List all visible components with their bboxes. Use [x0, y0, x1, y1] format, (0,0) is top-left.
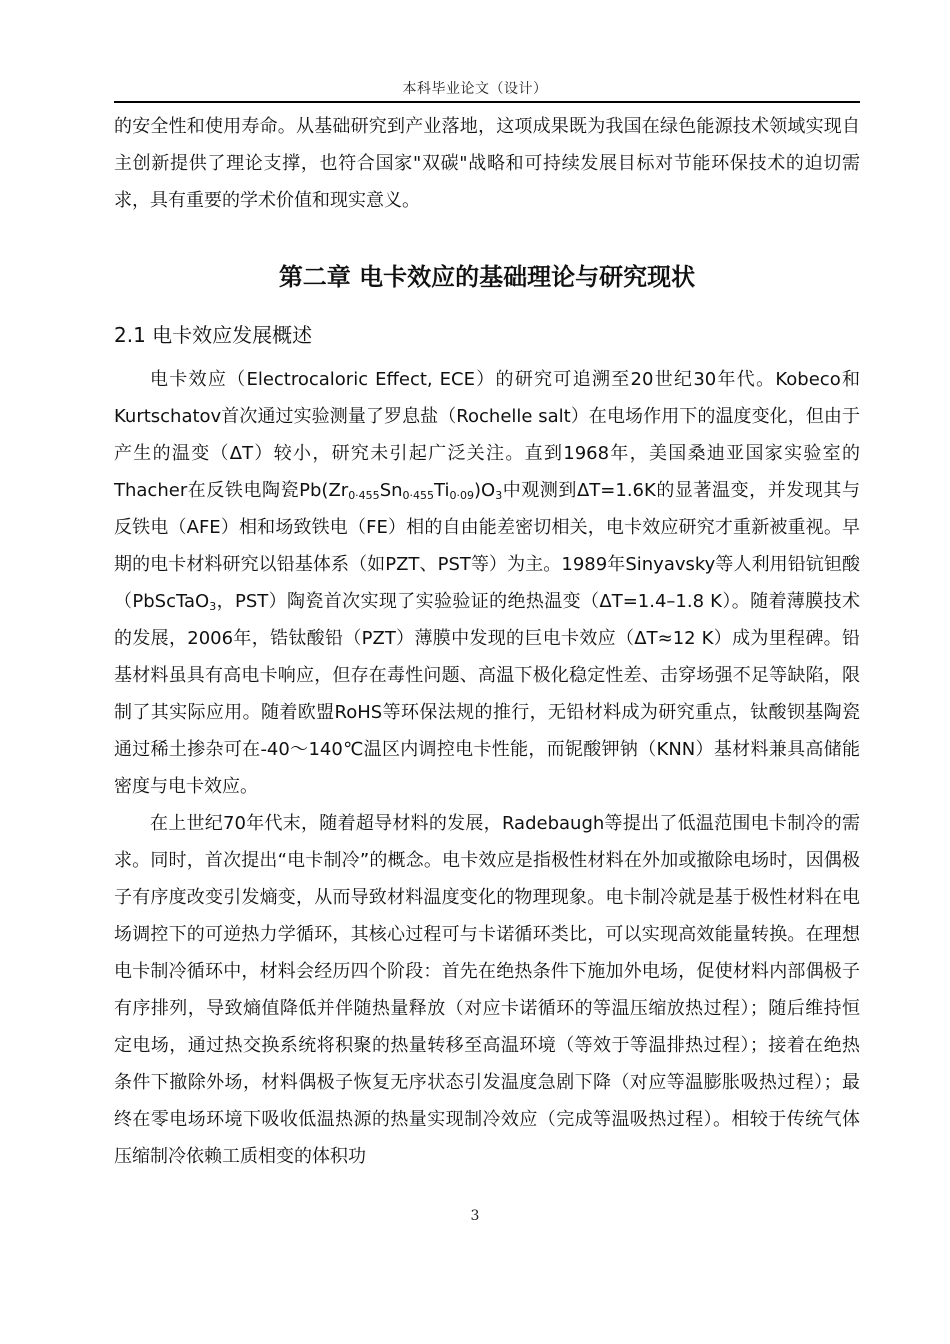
- chemical-formula: [299, 480, 502, 501]
- formula-subscript: 0·455: [402, 489, 435, 502]
- formula-part: Pb(Zr: [299, 480, 349, 501]
- header-rule: [114, 101, 860, 103]
- running-header: 本科毕业论文（设计）: [402, 81, 548, 97]
- formula-subscript: 3: [495, 489, 503, 502]
- section-title: 2.1 电卡效应发展概述: [114, 323, 313, 347]
- formula-part: Ti: [434, 480, 450, 501]
- page-number: 3: [470, 1208, 480, 1224]
- formula-subscript: 0·09: [449, 489, 474, 502]
- paragraph-history-part3: ，PST）陶瓷首次实现了实验验证的绝热温变（ΔT=1.4–1.8 K）。随着薄膜技术的发展，2006年，锆钛酸铅（PZT）薄膜中发现的巨电卡效应（ΔT≈12 K）成为里程碑。铅基材料虽具有高电卡响应，但存在毒性问题、高温下极化稳定性差、击穿场强不足等缺陷，限制了其实际应用。随着欧盟RoHS等环保法规的推行，无铅材料成为研究重点，钛酸钡基陶瓷通过稀土掺杂可在-40～140℃温区内调控电卡性能，而铌酸钾钠（KNN）基材料兼具高储能密度与电卡效应。: [114, 591, 860, 797]
- paragraph-history-part1: 电卡效应（Electrocaloric Effect, ECE）的研究可追溯至20世纪30年代。Kobeco和Kurtschatov首次通过实验测量了罗息盐（Rochelle salt）在电场作用下的温度变化，但由于产生的温变（ΔT）较小，研究未引起广泛关注。直到1968年，美国桑迪亚国家实验室的Thacher在反铁电陶瓷: [114, 369, 860, 501]
- formula-part: Sn: [379, 480, 403, 501]
- paragraph-history: [114, 361, 860, 805]
- paragraph-history-part2: 中观测到ΔT=1.6K的显著温变，并发现其与反铁电（AFE）相和场致铁电（FE）相的自由能差密切相关，电卡效应研究才重新被重视。早期的电卡材料研究以铅基体系（如PZT、PST等）为主。1989年Sinyavsky等人利用铅钪钽酸（PbScTaO: [114, 480, 860, 612]
- formula-part: )O: [473, 480, 496, 501]
- lead-paragraph: 的安全性和使用寿命。从基础研究到产业落地，这项成果既为我国在绿色能源技术领域实现自主创新提供了理论支撑，也符合国家"双碳"战略和可持续发展目标对节能环保技术的迫切需求，具有重要的学术价值和现实意义。: [114, 116, 860, 211]
- formula-subscript: 3: [209, 600, 217, 613]
- chapter-title: 第二章 电卡效应的基础理论与研究现状: [278, 263, 696, 291]
- paragraph-cooling: 在上世纪70年代末，随着超导材料的发展，Radebaugh等提出了低温范围电卡制冷的需求。同时，首次提出“电卡制冷”的概念。电卡效应是指极性材料在外加或撤除电场时，因偶极子有序度改变引发熵变，从而导致材料温度变化的物理现象。电卡制冷就是基于极性材料在电场调控下的可逆热力学循环，其核心过程可与卡诺循环类比，可以实现高效能量转换。在理想电卡制冷循环中，材料会经历四个阶段：首先在绝热条件下施加外电场，促使材料内部偶极子有序排列，导致熵值降低并伴随热量释放（对应卡诺循环的等温压缩放热过程）；随后维持恒定电场，通过热交换系统将积聚的热量转移至高温环境（等效于等温排热过程）；接着在绝热条件下撤除外场，材料偶极子恢复无序状态引发温度急剧下降（对应等温膨胀吸热过程）；最终在零电场环境下吸收低温热源的热量实现制冷效应（完成等温吸热过程）。相较于传统气体压缩制冷依赖工质相变的体积功: [114, 813, 860, 1167]
- body-text: [114, 108, 860, 1175]
- formula-subscript: 0·455: [348, 489, 380, 502]
